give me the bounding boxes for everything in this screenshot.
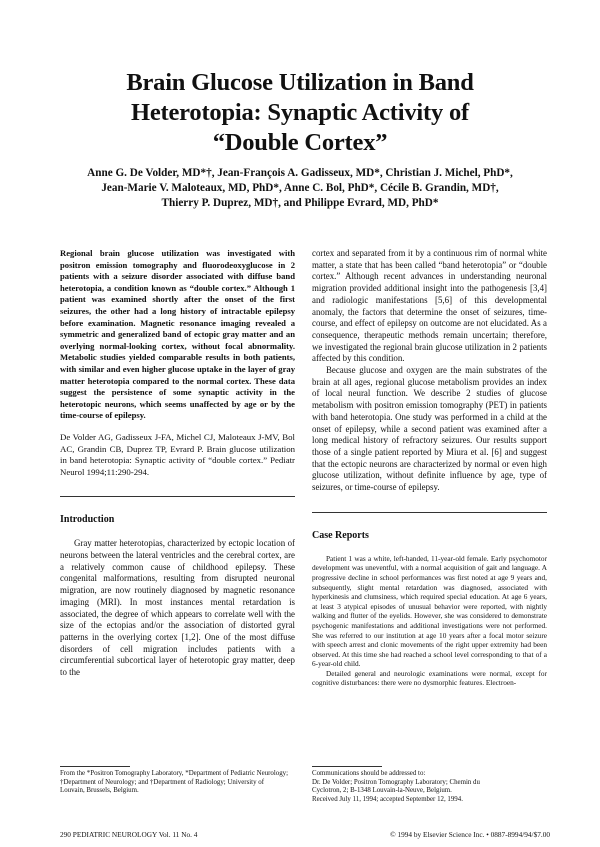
correspondence-line: Communications should be addressed to: xyxy=(312,770,426,777)
affiliation-footnote xyxy=(60,770,290,796)
citation: De Volder AG, Gadisseux J-FA, Michel CJ, Maloteaux J-MV, Bol AC, Grandin CB, Duprez TP, Evrard P. Brain glucose utilization in band heterotopia: Synaptic activity of “double cortex.” Pediatr Neurol 1994;11:290-294. xyxy=(60,431,295,477)
correspondence-line: Dr. De Volder; Positron Tomography Laboratory; Chemin du xyxy=(312,778,480,786)
affiliation-text: From the *Positron Tomography Laboratory, *Department of Pediatric Neurology; †Department of Neurology; and †Department of Radiology; University of Louvain, Brussels, Belgium. xyxy=(60,770,289,795)
section-divider xyxy=(60,496,295,497)
body-paragraph: Because glucose and oxygen are the main substrates of the brain at all ages, regional glucose metabolism provides an index of local neural function. We describe 2 studies of glucose metabolism with positron emission tomography (PET) in patients with band heterotopia. One study was performed in a child at the onset of epilepsy, while a second patient was examined after a long medical history of refractory seizures. Our results support those of a single patient reported by Miura et al. [6] and suggest that the ectopic neurons are characterized by normal or even high glucose utilization, without definite influence by age, type of seizures, or time-course of epilepsy. xyxy=(312,365,547,493)
abstract: Regional brain glucose utilization was investigated with positron emission tomography and fluorodeoxyglucose in 2 patients with a seizure disorder associated with diffuse band heterotopia, a condition known as “double cortex.” Although 1 patient was examined shortly after the onset of the first seizures, the other had a long history of intractable epilepsy before examination. Magnetic resonance imaging revealed a symmetric and generalized band of ectopic gray matter and an overlying normal-looking cortex, without focal abnormality. Metabolic studies yielded comparable results in both patients, with similar and even higher glucose uptake in the layer of gray matter heterotopia compared to the normal cortex. These data suggest the persistence of some synaptic activity in the heterotopic neurons, which seems unaffected by age or by the time-course of epilepsy. xyxy=(60,248,295,421)
article-title xyxy=(40,68,560,158)
author-line: Thierry P. Duprez, MD†, and Philippe Evrard, MD, PhD* xyxy=(161,197,439,209)
right-column xyxy=(312,248,547,688)
journal-info: 290 PEDIATRIC NEUROLOGY Vol. 11 No. 4 xyxy=(60,830,198,839)
page-footer xyxy=(60,830,550,842)
title-line: “Double Cortex” xyxy=(212,129,388,156)
author-line: Anne G. De Volder, MD*†, Jean-François A. Gadisseux, MD*, Christian J. Michel, PhD*, xyxy=(87,167,513,179)
introduction-paragraph: Gray matter heterotopias, characterized by ectopic location of neurons between the lateral ventricles and the cerebral cortex, are a relatively common cause of childhood epilepsy. These congenital malformations, resulting from disrupted neuronal migration, are now routinely diagnosed by magnetic resonance imaging (MRI). In most instances mental retardation is associated, the degree of which appears to correlate well with the size of the ectopias and/or the association of distorted gyral patterns in the overlying cortex [1,2]. One of the most diffuse disorders of cell migration includes patients with a circumferential subcortical layer of heterotopic gray matter, deep to the xyxy=(60,538,295,678)
case-reports-heading: Case Reports xyxy=(312,529,369,541)
case-report-paragraph: Detailed general and neurologic examinations were normal, except for cognitive disturbances: there were no dysmorphic features. Electroen- xyxy=(312,668,547,688)
copyright-notice: © 1994 by Elsevier Science Inc. • 0887-8994/94/$7.00 xyxy=(390,830,550,839)
introduction-heading: Introduction xyxy=(60,514,115,526)
correspondence-footnote xyxy=(312,770,547,804)
left-column xyxy=(60,248,295,679)
footnote-divider xyxy=(60,766,130,767)
author-list xyxy=(40,166,560,211)
section-divider xyxy=(312,512,547,513)
body-paragraph: cortex and separated from it by a continuous rim of normal white matter, a state that has been called “band heterotopia” or “double cortex.” Although recent advances in understanding neuronal migration provided additional insight into the pathogenesis [3,4] and radiologic manifestations [5,6] of this developmental anomaly, the factors that determine the onset of seizures, time-course, and effect of epilepsy on outcome are not elucidated. As a consequence, therapeutic methods remain uncertain; therefore, we investigated the regional brain glucose utilization in 2 patients affected by this condition. xyxy=(312,248,547,364)
received-line: Received July 11, 1994; accepted September 12, 1994. xyxy=(312,795,463,803)
footnote-divider xyxy=(312,766,382,767)
title-line: Brain Glucose Utilization in Band xyxy=(126,69,474,96)
case-report-paragraph: Patient 1 was a white, left-handed, 11-year-old female. Early psychomotor development was uneventful, with a normal acquisition of gait and language. A progressive decline in school performances was first noted at age 9 years and, subsequently, slight mental retardation was diagnosed, associated with hyperkinesis and clumsiness, which required special education. At age 6 years, at least 3 atypical episodes of unusual behavior were reported, with nightly walking and flutter of the eyelids. However, she was considered to demonstrate psychogenic manifestations and additional investigations were not performed. She was referred to our institution at age 10 years after a focal motor seizure with speech arrest and clonic movements of the right upper extremity had been observed. At this time she had reached a school level corresponding to that of a 6-year-old child. xyxy=(312,553,547,669)
correspondence-line: Cyclotron, 2; B-1348 Louvain-la-Neuve, Belgium. xyxy=(312,787,452,795)
title-line: Heterotopia: Synaptic Activity of xyxy=(131,99,469,126)
author-line: Jean-Marie V. Maloteaux, MD, PhD*, Anne C. Bol, PhD*, Cécile B. Grandin, MD†, xyxy=(101,182,499,194)
